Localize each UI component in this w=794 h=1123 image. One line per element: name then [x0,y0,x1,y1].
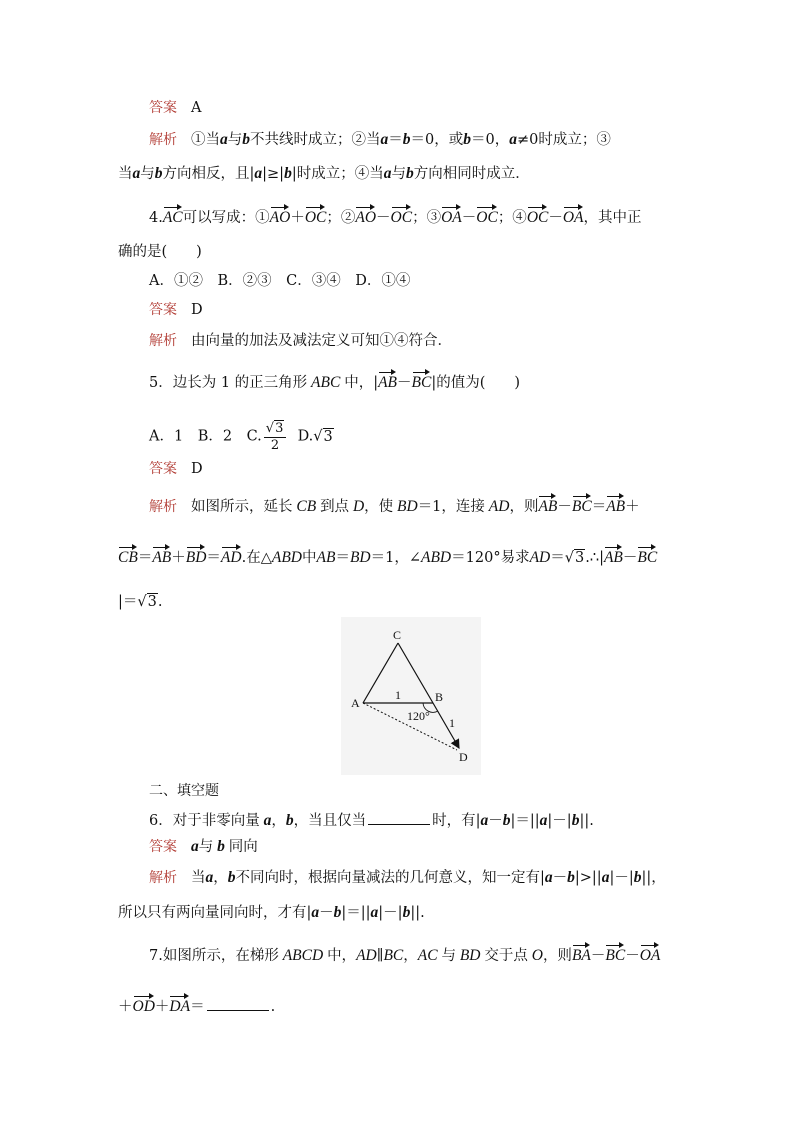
q6-answer-text: 与 [198,839,214,855]
q6-text: 6．对于非零向量 [149,813,260,829]
label-bd-length: 1 [449,716,455,730]
q5-fraction: $\frac{√3}{2}$ [264,420,287,453]
q3-text: ，或 [434,132,464,148]
q5-stem: 5．边长为 1 的正三角形 ABC 中，|AB－BC|的值为( ) [149,374,521,391]
label-a: A [351,696,360,710]
q4-text: 确的是( ) [118,244,202,260]
q5-frac-den: 2 [270,438,280,453]
q5-text: .在△ [241,550,272,566]
q5-text: 5．边长为 1 的正三角形 [149,375,308,391]
q3-text: 方向相同时成立． [413,166,530,182]
q3-text: |≥| [262,166,285,182]
q3-text: |时成立；④当 [291,166,384,182]
q4-text: ；② [326,210,356,226]
q5-answer-line [149,459,203,479]
q4-text: ，其中正 [583,210,642,226]
label-c: C [393,628,402,642]
q5-options: A．1 B．2 C. $\frac{√3}{2}$ D.√3 [149,421,333,453]
label-angle: 120° [407,709,430,723]
q4-options-text: A．①② B．②③ C．③④ D．①④ [149,273,411,289]
q6-text: 当 [191,870,206,886]
q5-text: ，使 [364,499,394,515]
q3-text: 方向相反，且| [162,166,255,182]
q5-text: 易求 [500,550,530,566]
answer-blank[interactable] [368,810,430,825]
q5-analysis-line1: 解析 如图所示，延长 CB 到点 D，使 BD＝1，连接 AD，则AB－BC＝AB＋ [149,498,640,515]
label-d: D [459,750,468,764]
answer-label: 答案 [149,302,177,318]
q6-text: |－| [609,870,634,886]
q7-text: ，则 [542,948,572,964]
q4-stem-line1: 4.AC可以写成：①AO＋OC；②AO－OC；③OA－OC；④OC－OA，其中正 [149,209,642,226]
q7-stem-line1: 7.如图所示，在梯形 ABCD 中，AD∥BC，AC 与 BD 交于点 O，则BA－BC－OA [149,947,661,964]
q5-text: .∴| [585,550,604,566]
q5-analysis-line2: CB＝AB＋BD＝AD.在△ABD中AB＝BD＝1，∠ABD＝120°易求AD＝√3.∴|AB－BC [118,549,658,566]
q5-text: 中，| [344,375,379,391]
q5-text: ，连接 [441,499,485,515]
triangle-diagram [341,617,481,775]
q3-text: ①当 [191,132,220,148]
q6-text: ||. [579,813,594,829]
q7-text: 交于点 [484,948,528,964]
q4-analysis-text: 由向量的加法及减法定义可知①④符合． [191,333,452,349]
q3-text: 时成立；③ [538,132,611,148]
label-ab-length: 1 [395,688,401,702]
q7-text: 与 [441,948,456,964]
q6-text: ||. [410,905,425,921]
q5-sqrt-value: 3 [323,428,333,445]
q6-text: |－| [378,905,403,921]
section-title-text: 二、填空题 [149,783,219,799]
q3-text: 与 [140,166,155,182]
q7-stem-line2: ＋OD＋DA＝ . [118,998,276,1015]
q4-answer-line [149,300,203,320]
q3-text: 与 [391,166,406,182]
q3-text: 当 [118,166,133,182]
q6-text: ||， [641,870,666,886]
answer-label: 答案 [149,461,177,477]
side-ac [363,643,398,703]
q5-frac-num: 3 [275,421,284,436]
section-title [149,781,219,801]
answer-label: 答案 [149,839,177,855]
q3-answer-line [149,98,201,118]
q7-text: 7.如图所示，在梯形 [149,948,279,964]
answer-label: 答案 [149,100,177,116]
q4-options [149,271,410,291]
q6-stem: 6．对于非零向量 a，b，当且仅当 时，有|a－b|＝||a|－|b||. [149,812,594,829]
q6-text: 所以只有两向量同向时，才有| [118,905,312,921]
q4-text: ；③ [412,210,442,226]
q5-answer: D [191,461,203,477]
q6-text: |>|| [574,870,602,886]
q5-text: |＝ [118,594,138,610]
q6-text: 不同向时，根据向量减法的几何意义，知一定有| [235,870,545,886]
q7-text: 中， [327,948,357,964]
q6-analysis-line1: 解析 当a，b不同向时，根据向量减法的几何意义，知一定有|a－b|>||a|－|b||， [149,869,666,886]
analysis-label: 解析 [149,132,177,148]
label-b: B [435,690,444,704]
q4-answer: D [191,302,203,318]
side-cb [398,643,433,703]
q5-text: |的值为( ) [431,375,521,391]
triangle-figure [341,617,481,775]
q6-answer-line: 答案 a与 b 同向 [149,838,258,855]
q3-text: 与 [227,132,243,148]
q5-text: 中 [302,550,317,566]
q6-text: 时，有| [432,813,481,829]
q6-text: |＝|| [341,905,371,921]
q3-answer: A [191,100,202,116]
q5-analysis-line3: |＝√3. [118,594,163,610]
analysis-label: 解析 [149,870,177,886]
q5-text: 到点 [320,499,350,515]
q5-text: ，则 [509,499,539,515]
q3-analysis-line1: 解析 ①当a与b不共线时成立；②当a＝b＝0，或b＝0，a≠0时成立；③ [149,131,611,148]
analysis-label: 解析 [149,499,177,515]
q7-text: ， [403,948,418,964]
q5-options-text: A．1 B．2 C. [149,428,262,445]
q7-text: ＝ [190,999,205,1015]
answer-blank[interactable] [207,996,269,1011]
analysis-label: 解析 [149,333,177,349]
q4-number: 4. [149,210,163,226]
segment-bd [433,703,459,748]
q5-sqrt: 3 [147,594,157,610]
q6-text: |－| [547,813,572,829]
q4-text: 可以写成：① [182,210,270,226]
q6-analysis-line2: 所以只有两向量同向时，才有|a－b|＝||a|－|b||. [118,904,425,921]
q3-analysis-line2: 当a与b方向相反，且|a|≥|b|时成立；④当a与b方向相同时成立． [118,165,530,182]
q3-text: 不共线时成立；②当 [250,132,381,148]
q5-options-text: D. [297,428,314,445]
q5-text: ∠ [408,550,421,566]
q6-text: ，当且仅当 [293,813,367,829]
q4-analysis-line [149,331,452,351]
q6-text: |＝|| [510,813,540,829]
q5-text: 如图所示，延长 [191,499,293,515]
q6-answer-text: 同向 [228,839,258,855]
q5-sqrt: 3 [575,550,585,566]
q4-text: ；④ [497,210,527,226]
q4-stem-line2 [118,242,202,262]
